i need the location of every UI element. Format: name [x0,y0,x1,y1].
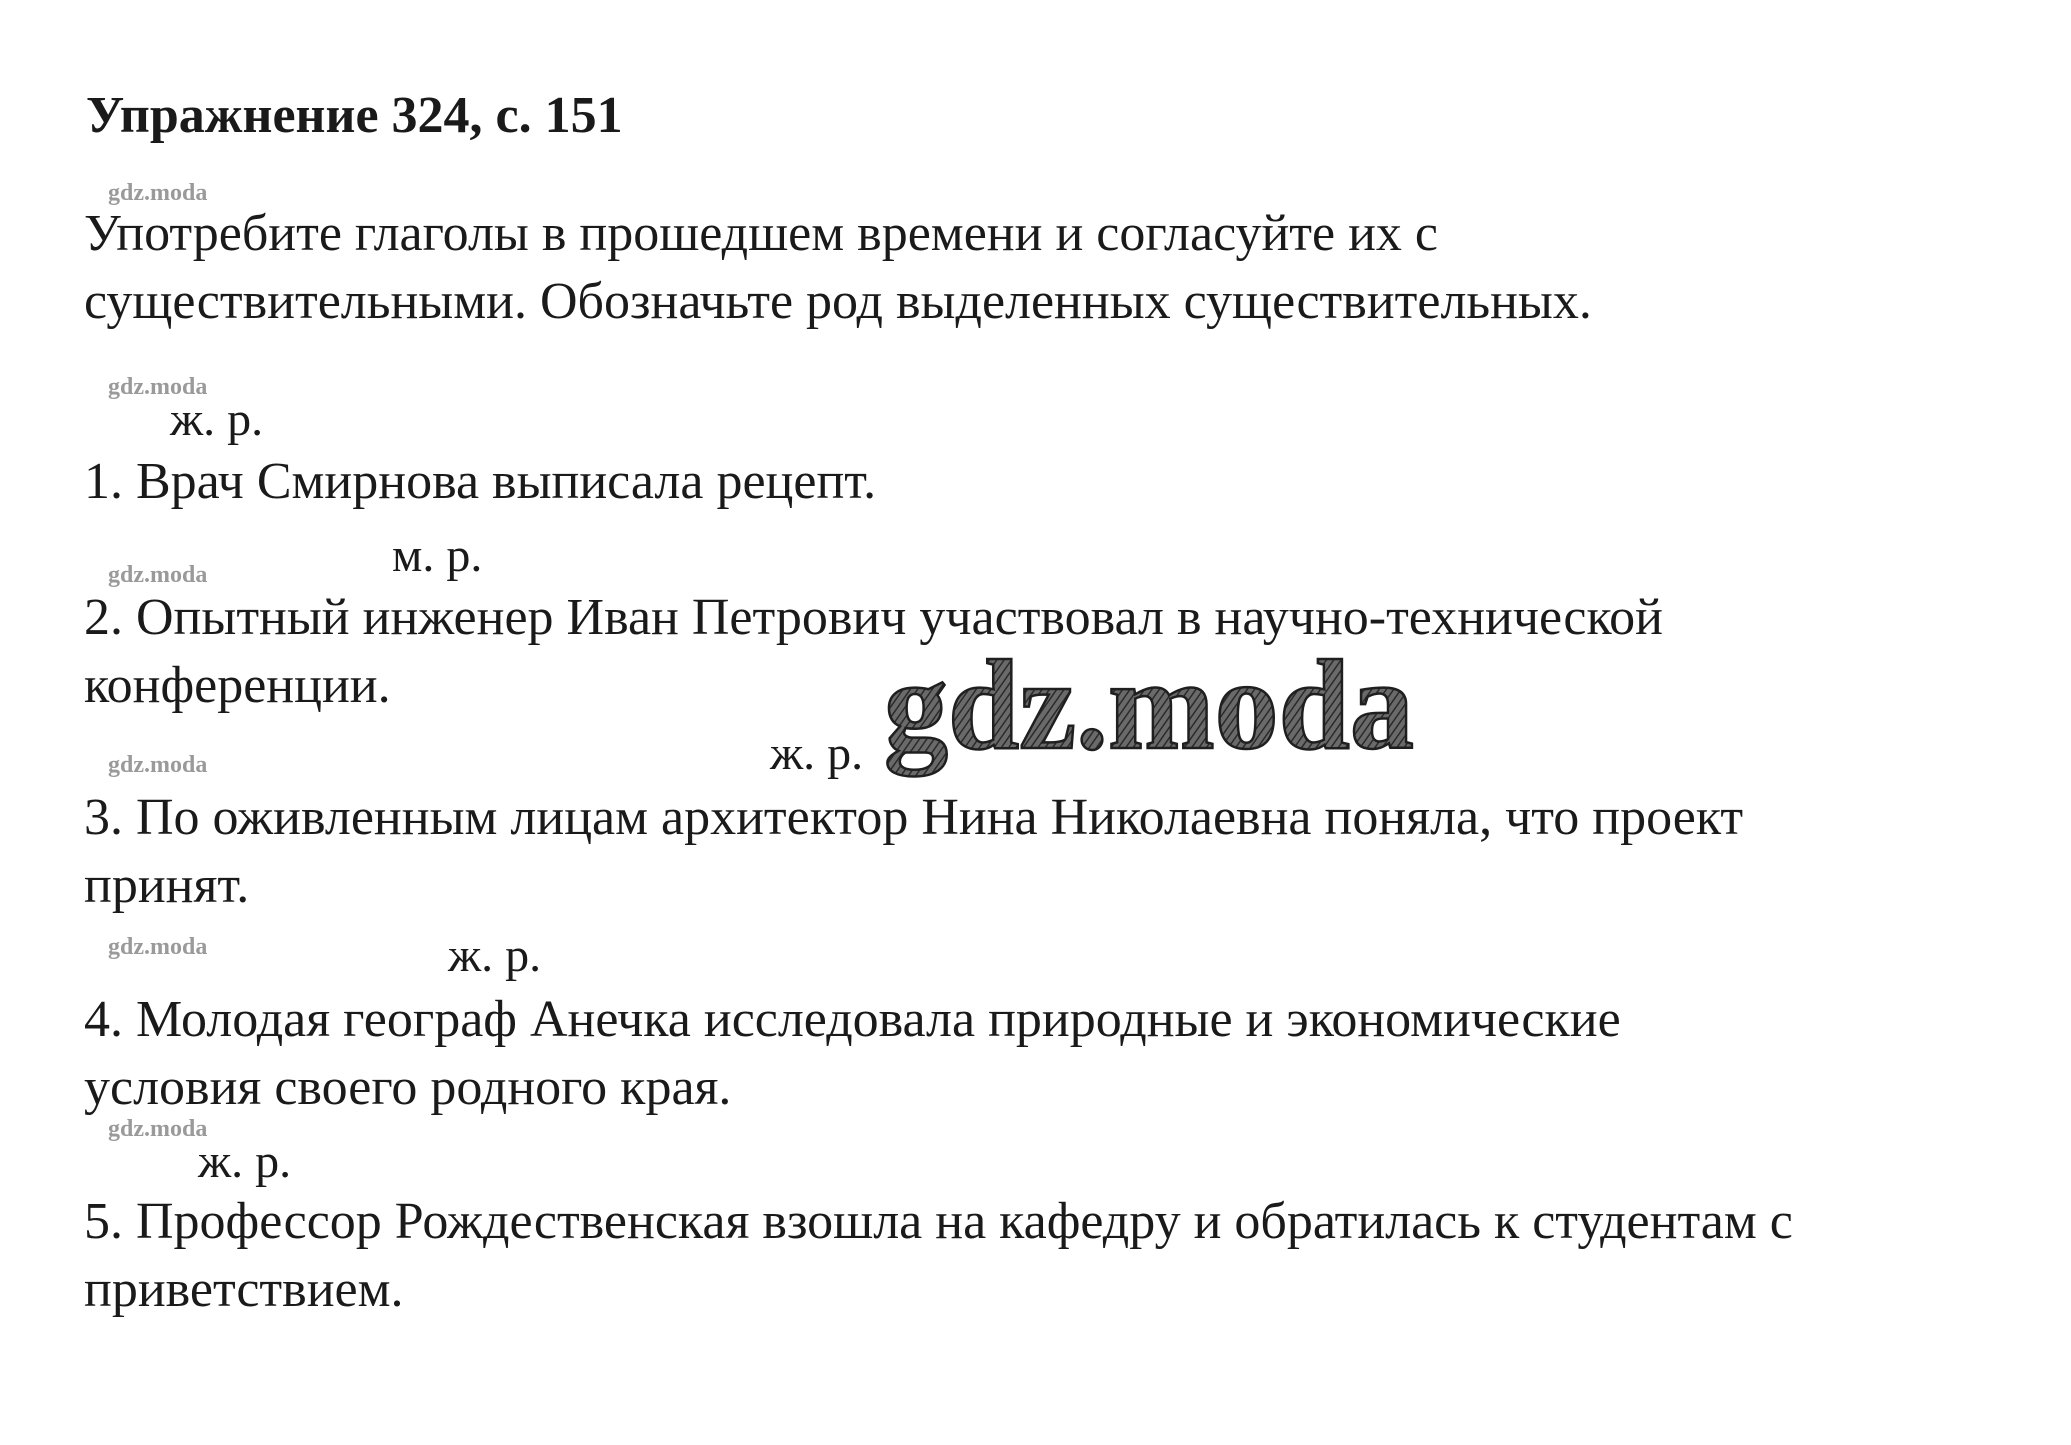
watermark-small: gdz.moda [108,752,208,778]
watermark-logo [878,640,1478,780]
watermark-small: gdz.moda [108,374,208,400]
instruction-line-2: существительными. Обозначьте род выделенных существительных. [84,273,1592,330]
instruction-line-1: Употребите глаголы в прошедшем времени и согласуйте их с [84,205,1439,262]
watermark-logo-text: gdz.moda [884,640,1414,776]
watermark-small: gdz.moda [108,1116,208,1142]
watermark-small: gdz.moda [108,934,208,960]
gender-label-5: ж. р. [198,1135,292,1188]
sentence-1-line-1: 1. Врач Смирнова выписала рецепт. [84,453,877,510]
watermark-small: gdz.moda [108,180,208,206]
gender-label-4: ж. р. [448,929,542,982]
sentence-2-line-1: 2. Опытный инженер Иван Петрович участвовал в научно-технической [84,589,1663,646]
sentence-3-line-1: 3. По оживленным лицам архитектор Нина Николаевна поняла, что проект [84,789,1744,846]
gender-label-1: ж. р. [170,393,264,446]
gender-label-2: м. р. [392,529,483,582]
watermark-small: gdz.moda [108,562,208,588]
sentence-4-line-1: 4. Молодая географ Анечка исследовала природные и экономические [84,991,1621,1048]
sentence-4-line-2: условия своего родного края. [84,1059,732,1116]
exercise-title: Упражнение 324, с. 151 [86,87,623,144]
sentence-5-line-2: приветствием. [84,1261,404,1318]
sentence-5-line-1: 5. Профессор Рождественская взошла на кафедру и обратилась к студентам с [84,1193,1793,1250]
sentence-2-line-2: конференции. [84,657,391,714]
sentence-3-line-2: принят. [84,857,250,914]
gender-label-3: ж. р. [770,727,864,780]
